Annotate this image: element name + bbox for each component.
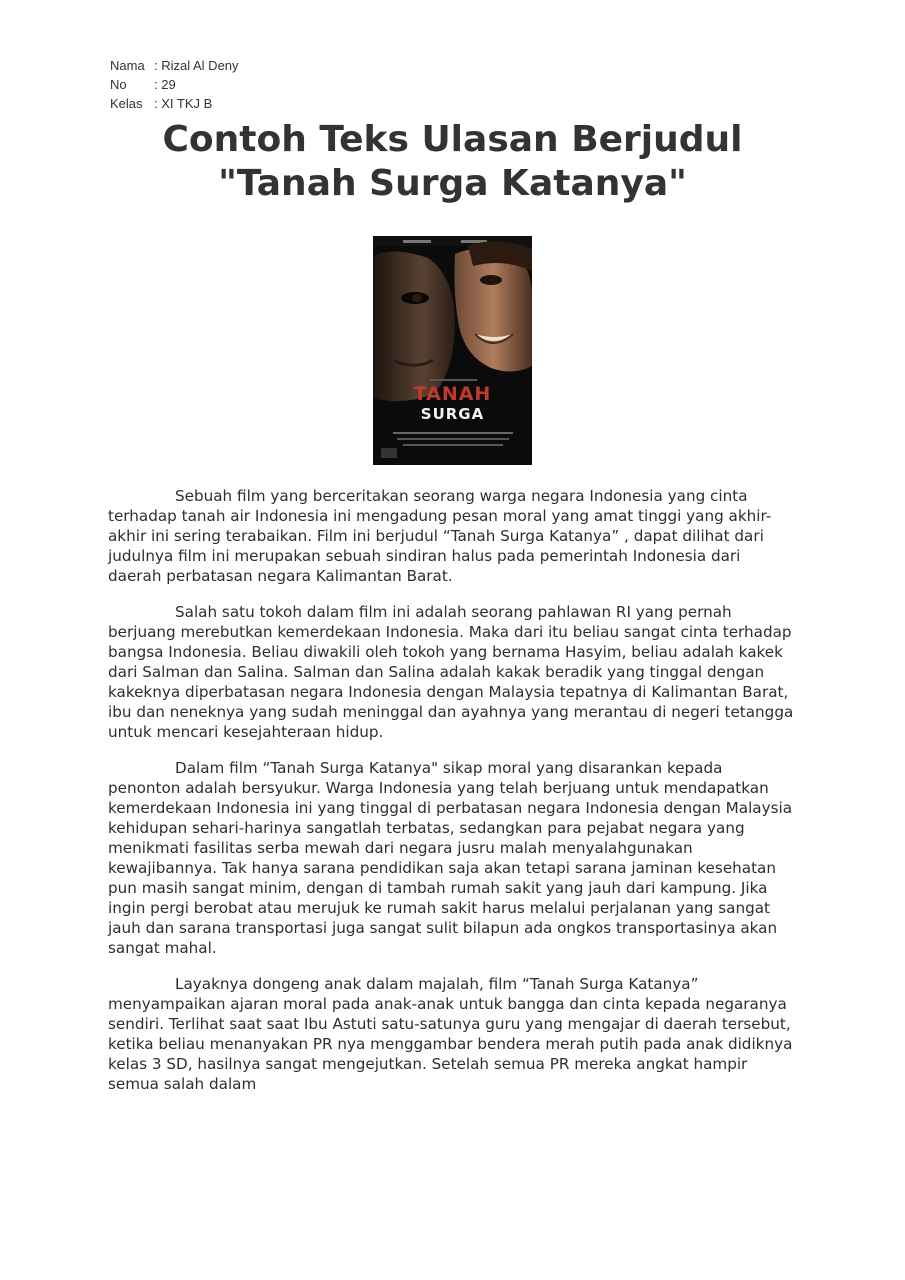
class-value: : XI TKJ B [154,96,213,111]
class-label: Kelas [110,96,143,111]
paragraph-1: Sebuah film yang berceritakan seorang warga negara Indonesia yang cinta terhadap tanah air Indonesia ini mengadung pesan moral yang amat tinggi yang akhir-akhir ini sering terabaikan. Film ini berjudul “Tanah Surga Katanya” , dapat dilihat dari judulnya film ini merupakan sebuah sindiran halus pada pemerintah Indonesia dari daerah perbatasan negara Kalimantan Barat. [108,487,772,585]
number-value: : 29 [154,77,176,92]
poster-subtitle-text: SURGA [420,405,485,423]
student-name-row [110,56,239,75]
paragraph-3: Dalam film “Tanah Surga Katanya" sikap moral yang disarankan kepada penonton adalah bersyukur. Warga Indonesia yang telah berjuang untuk mendapatkan kemerdekaan Indonesia ini yang tinggal di perbatasan negara Indonesia dengan Malaysia kehidupan sehari-harinya sangatlah terbatas, sedangkan para pejabat negara yang menikmati fasilitas serba mewah dari negara jusru malah menyalahgunakan kewajibannya. Tak hanya sarana pendidikan saja akan tetapi sarana jaminan kesehatan pun masih sangat minim, dengan di tambah rumah sakit yang jauh dari kampung. Jika ingin pergi berobat atau merujuk ke rumah sakit harus melalui perjalanan yang sangat jauh dan sarana transportasi juga sangat sulit bilapun ada ongkos transportasinya akan sangat mahal. [108,759,793,957]
paragraph-4: Layaknya dongeng anak dalam majalah, film “Tanah Surga Katanya” menyampaikan ajaran moral pada anak-anak untuk bangga dan cinta kepada negaranya sendiri. Terlihat saat saat Ibu Astuti satu-satunya guru yang mengajar di daerah tersebut, ketika beliau menanyakan PR nya menggambar bendera merah putih pada anak didiknya kelas 3 SD, hasilnya sangat mengejutkan. Setelah semua PR mereka angkat hampir semua salah dalam [108,975,793,1093]
name-value: : Rizal Al Deny [154,58,239,73]
name-label: Nama [110,58,145,73]
poster-artwork [373,236,532,465]
document-title [60,118,845,206]
paragraph-2: Salah satu tokoh dalam film ini adalah seorang pahlawan RI yang pernah berjuang merebutkan kemerdekaan Indonesia. Maka dari itu beliau sangat cinta terhadap bangsa Indonesia. Beliau diwakili oleh tokoh yang bernama Hasyim, beliau adalah kakek dari Salman dan Salina. Salman dan Salina adalah kakak beradik yang tinggal dengan kakeknya diperbatasan negara Indonesia dengan Malaysia tepatnya di Kalimantan Barat, ibu dan neneknya yang sudah meninggal dan ayahnya yang merantau di negeri tetangga untuk mencari kesejahteraan hidup. [108,603,794,741]
title-line-2: "Tanah Surga Katanya" [218,163,687,204]
number-label: No [110,77,127,92]
title-line-1: Contoh Teks Ulasan Berjudul [162,119,743,160]
student-number-row [110,75,239,94]
review-body [108,486,798,1110]
poster-title-text: TANAH [413,383,492,405]
movie-poster [373,236,532,465]
student-class-row [110,94,239,113]
student-info [110,56,239,113]
